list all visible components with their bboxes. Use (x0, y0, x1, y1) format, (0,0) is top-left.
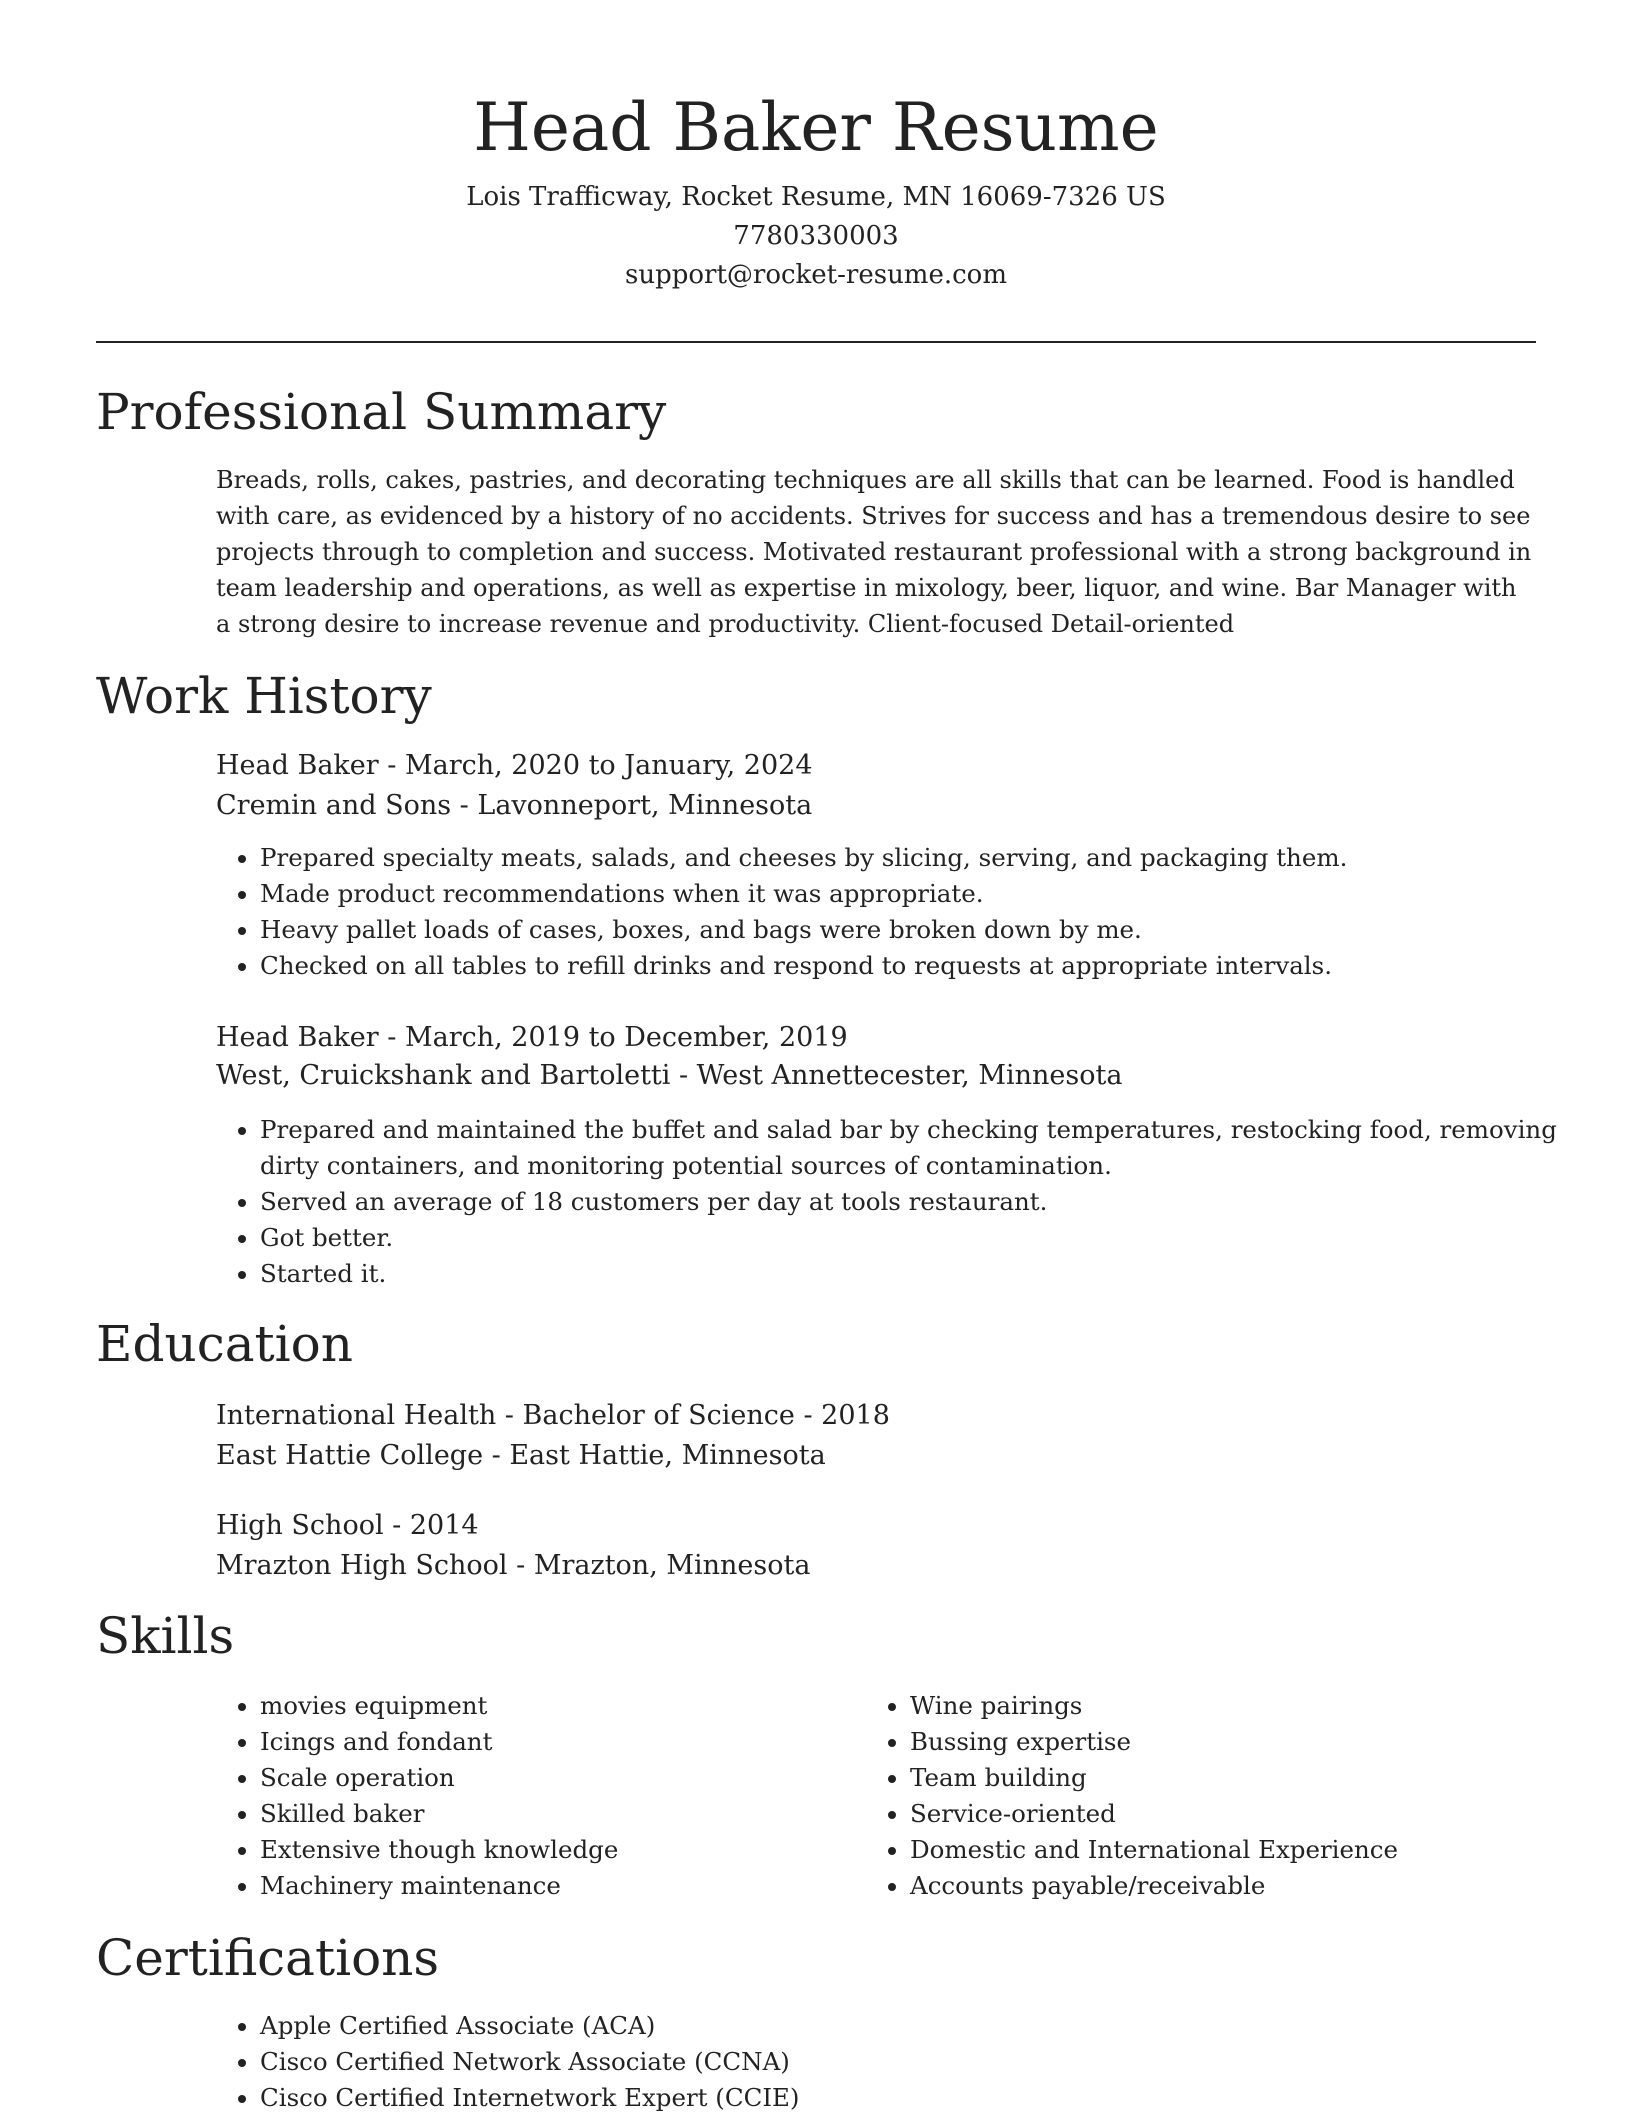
summary-text: Breads, rolls, cakes, pastries, and decorating techniques are all skills that can be learned. Food is handled with care, as evidenced by a history of no accidents. Strives for success and has a tremendous desire to see projects through to completion and success. Motivated restaurant professional with a strong background in team leadership and operations, as well as expertise in mixology, beer, liquor, and wine. Bar Manager with a strong desire to increase revenue and productivity. Client-focused Detail-oriented (216, 466, 1532, 638)
skill-item: • Bussing expertise (910, 1724, 1510, 1760)
contact-block (0, 178, 1632, 295)
skill-item: • Skilled baker (260, 1796, 860, 1832)
skill-item: • Extensive though knowledge (260, 1832, 860, 1868)
skills-list-right (866, 1688, 1510, 1904)
skills-heading: Skills (96, 1607, 235, 1665)
job-bullet-list (216, 840, 1580, 984)
certifications-heading: Certifications (96, 1929, 440, 1987)
certification-item: • Cisco Certified Network Associate (CCNA) (260, 2044, 1580, 2080)
list-item: • Prepared specialty meats, salads, and cheeses by slicing, serving, and packaging them. (260, 840, 1580, 876)
job-company-line: West, Cruickshank and Bartoletti - West Annettecester, Minnesota (216, 1060, 1123, 1091)
education-school-line: East Hattie College - East Hattie, Minnesota (216, 1440, 826, 1471)
list-item: • Served an average of 18 customers per day at tools restaurant. (260, 1184, 1580, 1220)
skill-item: • Machinery maintenance (260, 1868, 860, 1904)
job-bullet-list (216, 1112, 1580, 1292)
skill-item: • Scale operation (260, 1760, 860, 1796)
certification-item: • Cisco Certified Internetwork Expert (CCIE) (260, 2080, 1580, 2116)
education-heading: Education (96, 1315, 353, 1373)
skill-item: • Domestic and International Experience (910, 1832, 1510, 1868)
list-item: • Got better. (260, 1220, 1580, 1256)
education-degree-line: High School - 2014 (216, 1510, 479, 1541)
list-item: • Checked on all tables to refill drinks and respond to requests at appropriate intervals. (260, 948, 1580, 984)
resume-header (0, 88, 1632, 295)
certifications-list (216, 2008, 1580, 2116)
skills-list-left (216, 1688, 860, 1904)
skill-item: • Team building (910, 1760, 1510, 1796)
contact-phone: 7780330003 (733, 221, 899, 251)
list-item: • Started it. (260, 1256, 1580, 1292)
list-item: • Heavy pallet loads of cases, boxes, and bags were broken down by me. (260, 912, 1580, 948)
header-divider (96, 341, 1536, 343)
skill-item: • Icings and fondant (260, 1724, 860, 1760)
resume-title: Head Baker Resume (473, 89, 1159, 166)
skill-item: • Accounts payable/receivable (910, 1868, 1510, 1904)
contact-email: support@rocket-resume.com (624, 260, 1007, 290)
job-company-line: Cremin and Sons - Lavonneport, Minnesota (216, 790, 813, 821)
skill-item: • Service-oriented (910, 1796, 1510, 1832)
job-title-line: Head Baker - March, 2019 to December, 2019 (216, 1022, 848, 1053)
job-title-line: Head Baker - March, 2020 to January, 2024 (216, 750, 813, 781)
work-history-heading: Work History (96, 667, 432, 725)
education-degree-line: International Health - Bachelor of Science - 2018 (216, 1400, 890, 1431)
list-item: • Prepared and maintained the buffet and salad bar by checking temperatures, restocking food, removing dirty containers, and monitoring potential sources of contamination. (260, 1112, 1580, 1184)
skill-item: • Wine pairings (910, 1688, 1510, 1724)
education-school-line: Mrazton High School - Mrazton, Minnesota (216, 1550, 811, 1581)
summary-heading: Professional Summary (96, 383, 667, 441)
contact-address: Lois Trafficway, Rocket Resume, MN 16069-7326 US (466, 182, 1166, 212)
certification-item: • Apple Certified Associate (ACA) (260, 2008, 1580, 2044)
list-item: • Made product recommendations when it was appropriate. (260, 876, 1580, 912)
skill-item: • movies equipment (260, 1688, 860, 1724)
